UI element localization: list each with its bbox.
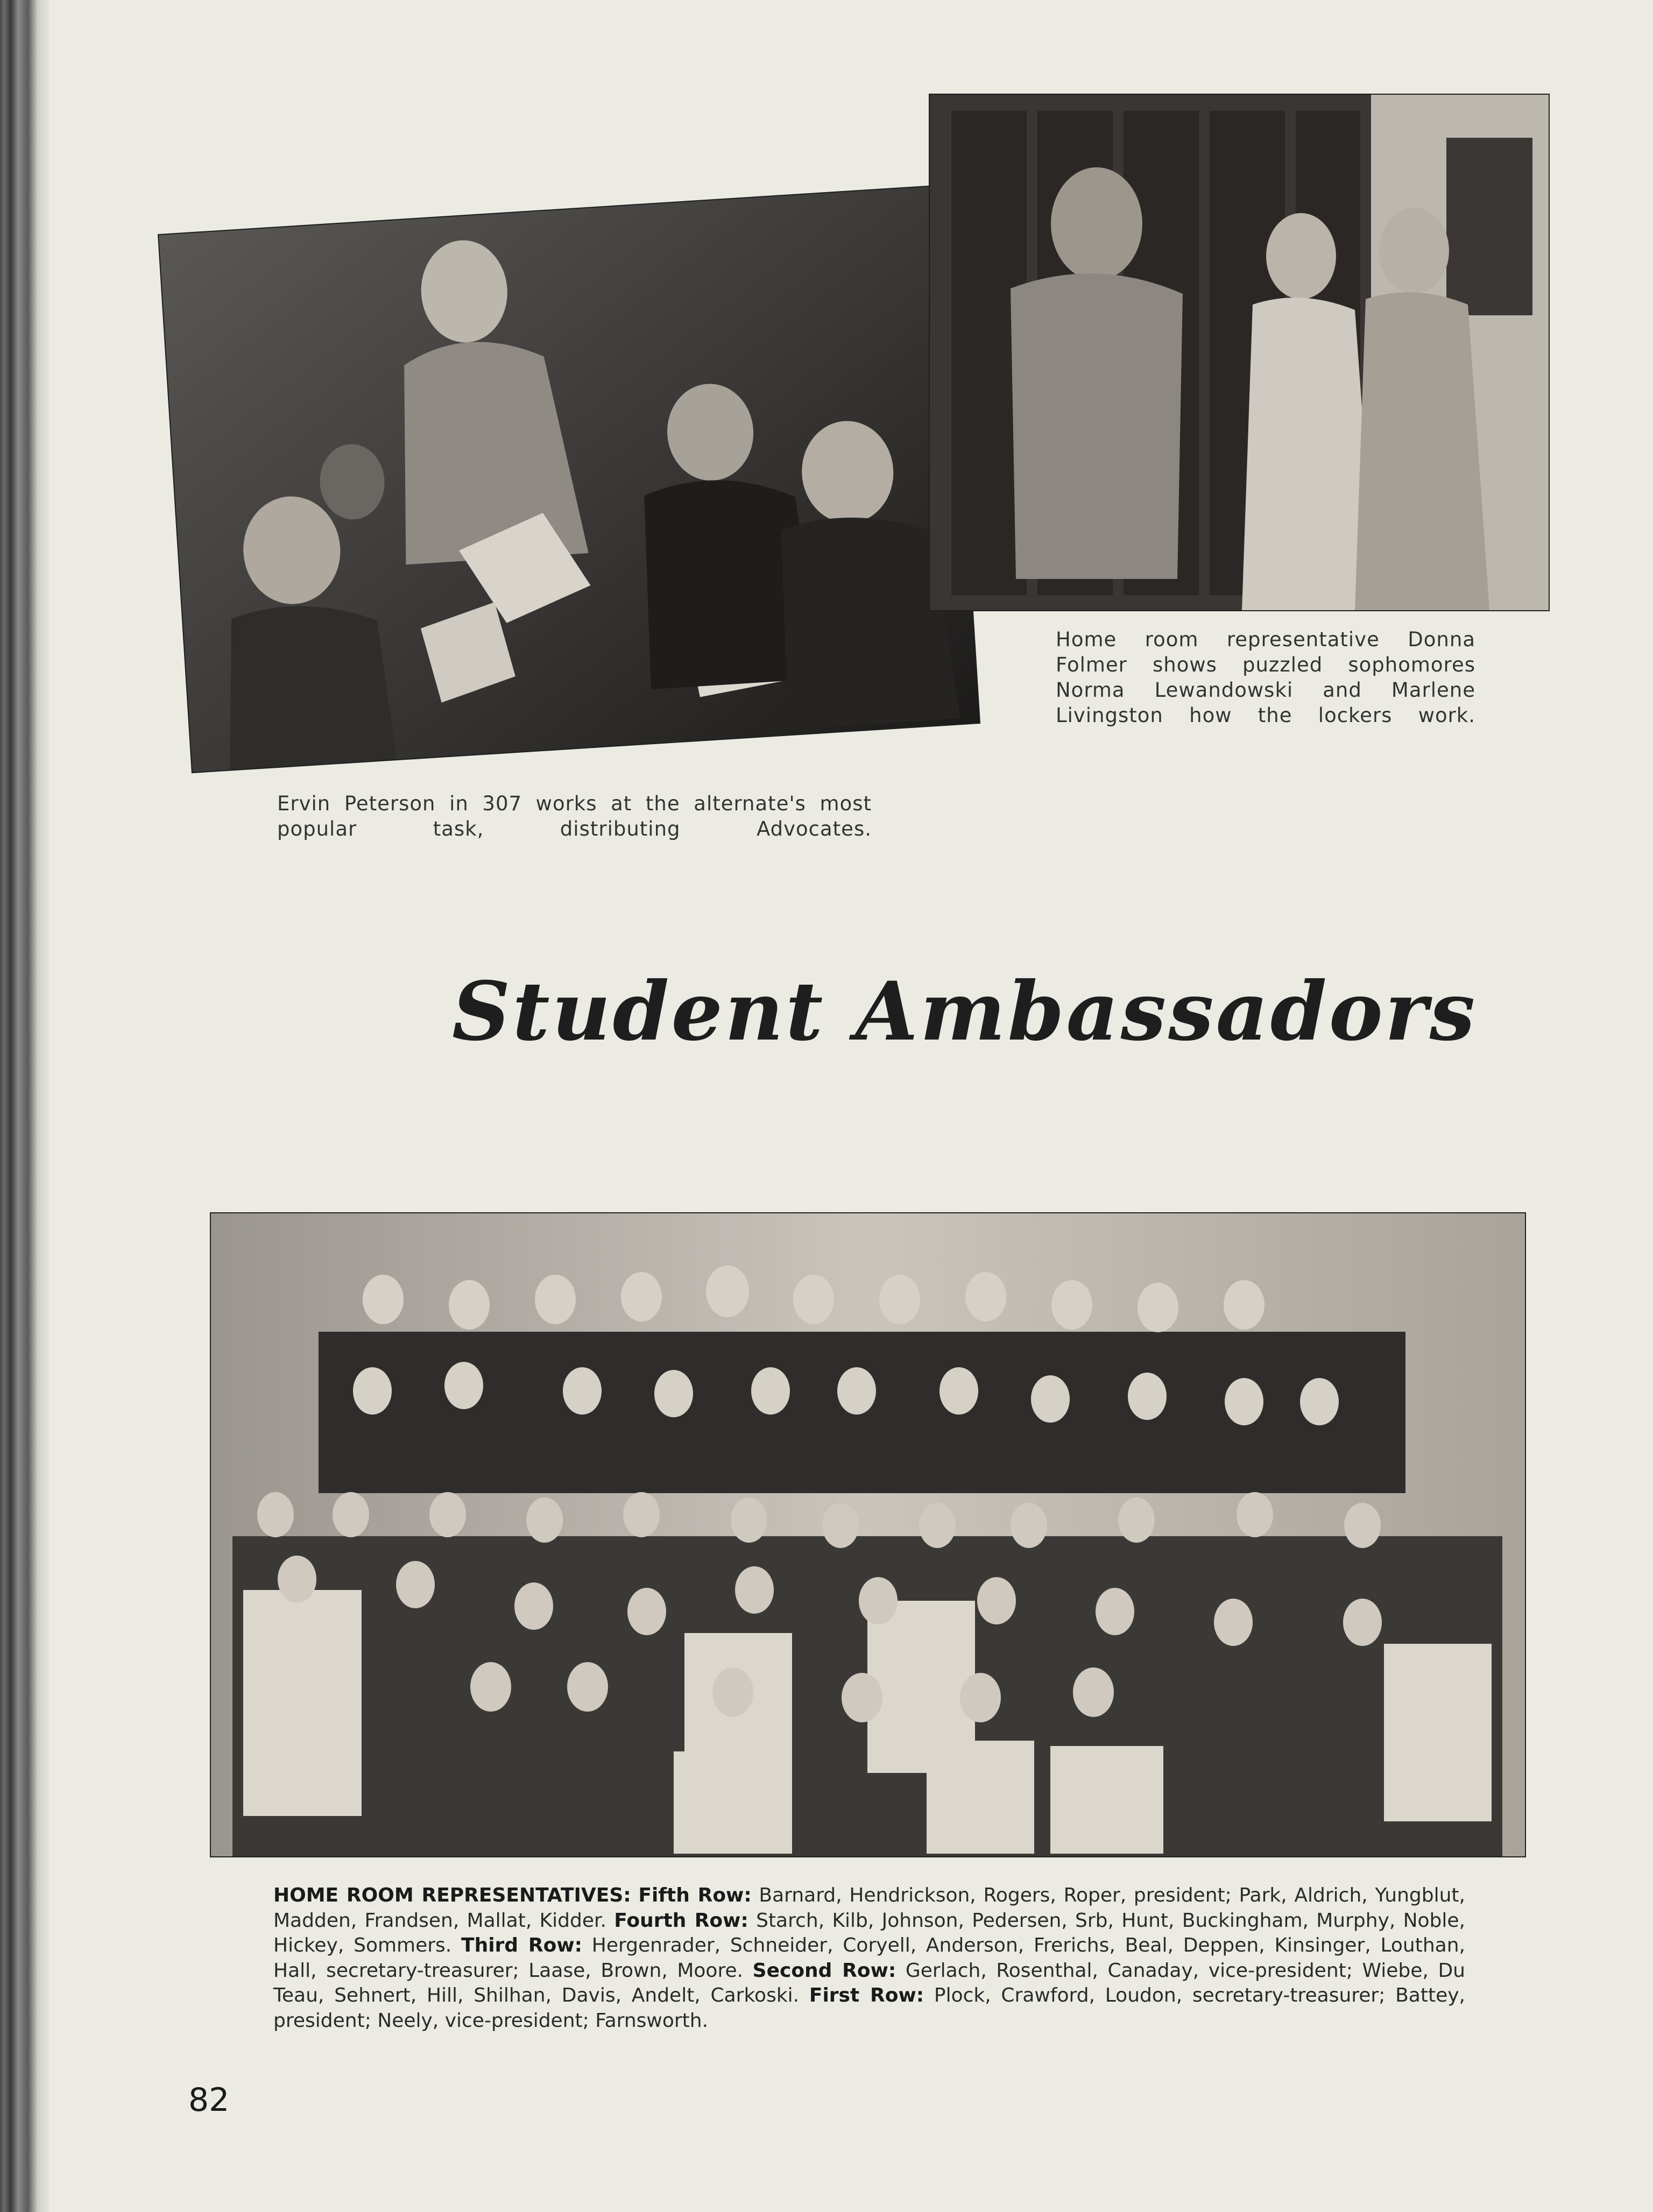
roster-heading: HOME ROOM REPRESENTATIVES: [273,1884,631,1906]
group-photo-home-room-representatives [211,1213,1525,1856]
roster-row-label: First Row: [809,1984,924,2006]
page-number: 82 [188,2081,230,2119]
book-binding-edge [0,0,50,2212]
roster-row-names: Barnard, Hendrickson, Rogers, Roper, president; Park, Aldrich, Yungblut, Madden, Frandsen, Mallat, Kidder. [273,1884,1465,1932]
roster-row-label: Fifth Row: [638,1884,752,1906]
photo-lockers [930,95,1549,610]
home-room-representatives-roster [273,1883,1465,2033]
caption-lockers: Home room representative Donna Folmer shows puzzled sophomores Norma Lewandowski and Marlene Livingston how the lockers work. [1056,628,1475,727]
page-title: Student Ambassadors [452,964,1478,1059]
roster-row-label: Fourth Row: [614,1909,748,1932]
caption-distributing-advocates: Ervin Peterson in 307 works at the alternate's most popular task, distributing Advocates. [277,792,872,840]
roster-row-label: Third Row: [461,1934,583,1956]
roster-row-label: Second Row: [752,1959,896,1982]
roster-row-names: Gerlach, Rosenthal, Canaday, vice-president; Wiebe, Du Teau, Sehnert, Hill, Shilhan, Davis, Andelt, Carkoski. [273,1959,1465,2006]
roster-row-names: Starch, Kilb, Johnson, Pedersen, Srb, Hunt, Buckingham, Murphy, Noble, Hickey, Sommers. [273,1909,1465,1956]
photo-distributing-advocates [159,186,979,772]
roster-row-names: Hergenrader, Schneider, Coryell, Anderson, Frerichs, Beal, Deppen, Kinsinger, Louthan, Hall, secretary-treasurer; Laase, Brown, Moore. [273,1934,1465,1982]
roster-row-names: Plock, Crawford, Loudon, secretary-treasurer; Battey, president; Neely, vice-president; Farnsworth. [273,1984,1465,2032]
